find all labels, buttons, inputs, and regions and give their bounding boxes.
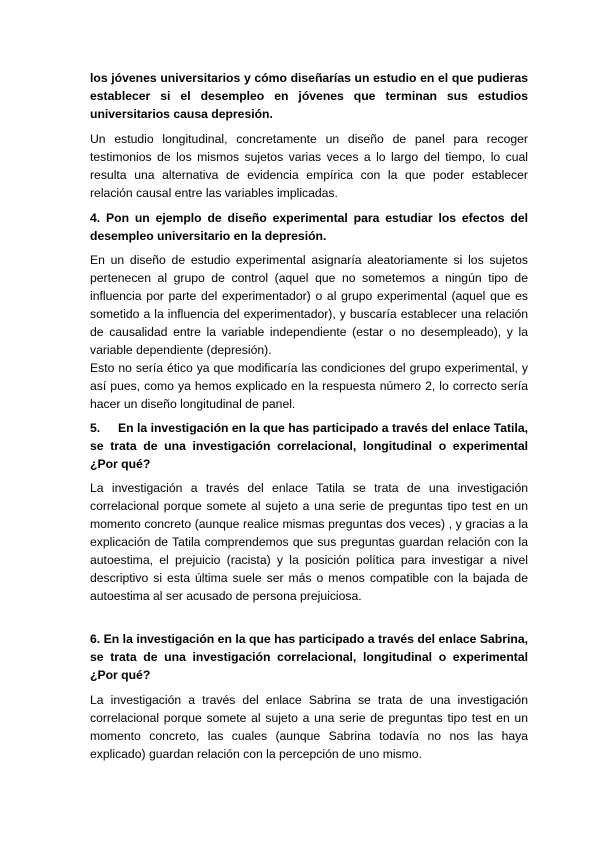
question-4: 4. Pon un ejemplo de diseño experimental para estudiar los efectos del desempleo universitario en la depresión. [90, 211, 528, 243]
intro-answer: Un estudio longitudinal, concretamente un diseño de panel para recoger testimonios de los mismos sujetos varias veces a lo largo del tiempo, lo cual resulta una alternativa de evidencia empírica con la que poder establecer relación causal entre las variables implicadas. [90, 132, 528, 200]
question-6: 6. En la investigación en la que has participado a través del enlace Sabrina, se trata de una investigación correlacional, longitudinal o experimental ¿Por qué? [90, 632, 528, 682]
question-5 [90, 419, 528, 473]
answer-4-paragraph-1: En un diseño de estudio experimental asignaría aleatoriamente si los sujetos pertenecen al grupo de control (aquel que no sometemos a ningún tipo de influencia por parte del experimentador) o al grupo experimental (aquel que es sometido a la influencia del experimentador), y buscaría establecer una relación de causalidad entre la variable independiente (estar o no desempleado), y la variable dependiente (depresión). [90, 253, 528, 357]
answer-4-paragraph-2: Esto no sería ético ya que modificaría las condiciones del grupo experimental, y así pues, como ya hemos explicado en la respuesta número 2, lo correcto sería hacer un diseño longitudinal de panel. [90, 361, 528, 411]
answer-6: La investigación a través del enlace Sabrina se trata de una investigación correlacional porque somete al sujeto a una serie de preguntas tipo test en un momento concreto, las cuales (aunque Sabrina todavía no nos las haya explicado) guardan relación con la percepción de uno mismo. [90, 693, 528, 761]
question-5-number: 5. [90, 421, 101, 435]
answer-5: La investigación a través del enlace Tatila se trata de una investigación correlacional porque somete al sujeto a una serie de preguntas tipo test en un momento concreto (aunque realice mismas preguntas dos veces) , y gracias a la explicación de Tatila comprendemos que sus preguntas guardan relación con la autoestima, el prejuicio (racista) y la posición política para investigar a nivel descriptivo si esta última suele ser más o menos compatible con la bajada de autoestima al ser acusado de persona prejuiciosa. [90, 481, 528, 603]
question-5-text: En la investigación en la que has participado a través del enlace Tatila, se trata de una investigación correlacional, longitudinal o experimental ¿Por qué? [90, 421, 528, 471]
intro-question: los jóvenes universitarios y cómo diseñarías un estudio en el que pudieras establecer si el desempleo en jóvenes que terminan sus estudios universitarios causa depresión. [90, 71, 528, 121]
